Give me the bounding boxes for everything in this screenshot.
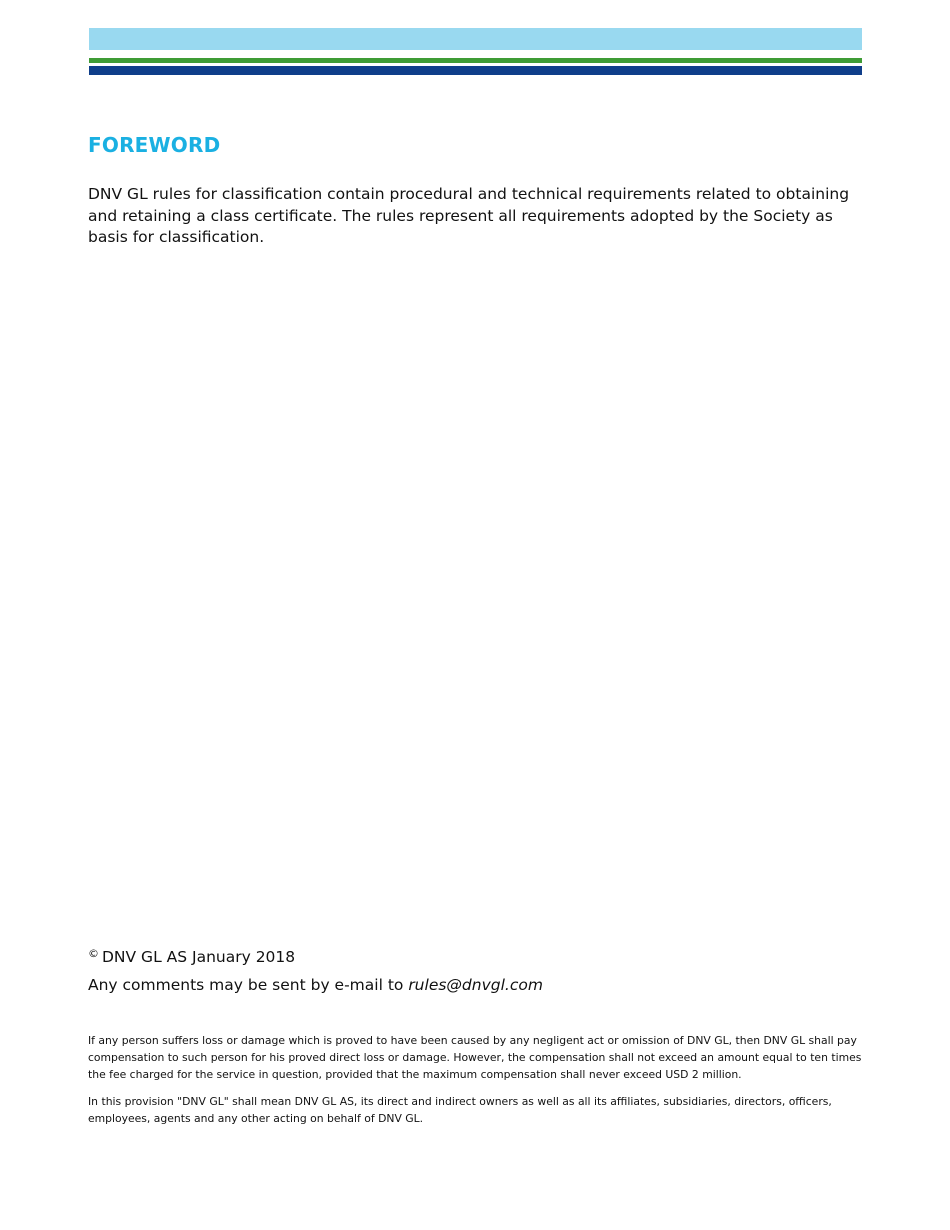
header-navy-band (89, 66, 862, 75)
comments-prefix: Any comments may be sent by e-mail to (88, 976, 409, 994)
copyright-text: DNV GL AS January 2018 (102, 948, 296, 966)
copyright-line (88, 943, 295, 968)
foreword-heading: FOREWORD (88, 133, 221, 157)
definition-disclaimer: In this provision "DNV GL" shall mean DNV GL AS, its direct and indirect owners as well as all its affiliates, subsidiaries, directors, officers, employees, agents and any other acting on behalf of DNV GL. (88, 1095, 832, 1125)
comments-line (88, 975, 543, 996)
copyright-symbol: © (88, 947, 99, 960)
email-link[interactable]: rules@dnvgl.com (408, 976, 543, 994)
foreword-body: DNV GL rules for classification contain procedural and technical requirements related to obtaining and retaining a class certificate. The rules represent all requirements adopted by the Society as basis for classification. (88, 185, 850, 246)
header-light-blue-band (89, 28, 862, 50)
liability-disclaimer: If any person suffers loss or damage which is proved to have been caused by any negligent act or omission of DNV GL, then DNV GL shall pay compensation to such person for his proved direct loss or damage. However, the compensation shall not exceed an amount equal to ten times the fee charged for the service in question, provided that the maximum compensation shall never exceed USD 2 million. (88, 1034, 862, 1081)
header-green-band (89, 58, 862, 63)
